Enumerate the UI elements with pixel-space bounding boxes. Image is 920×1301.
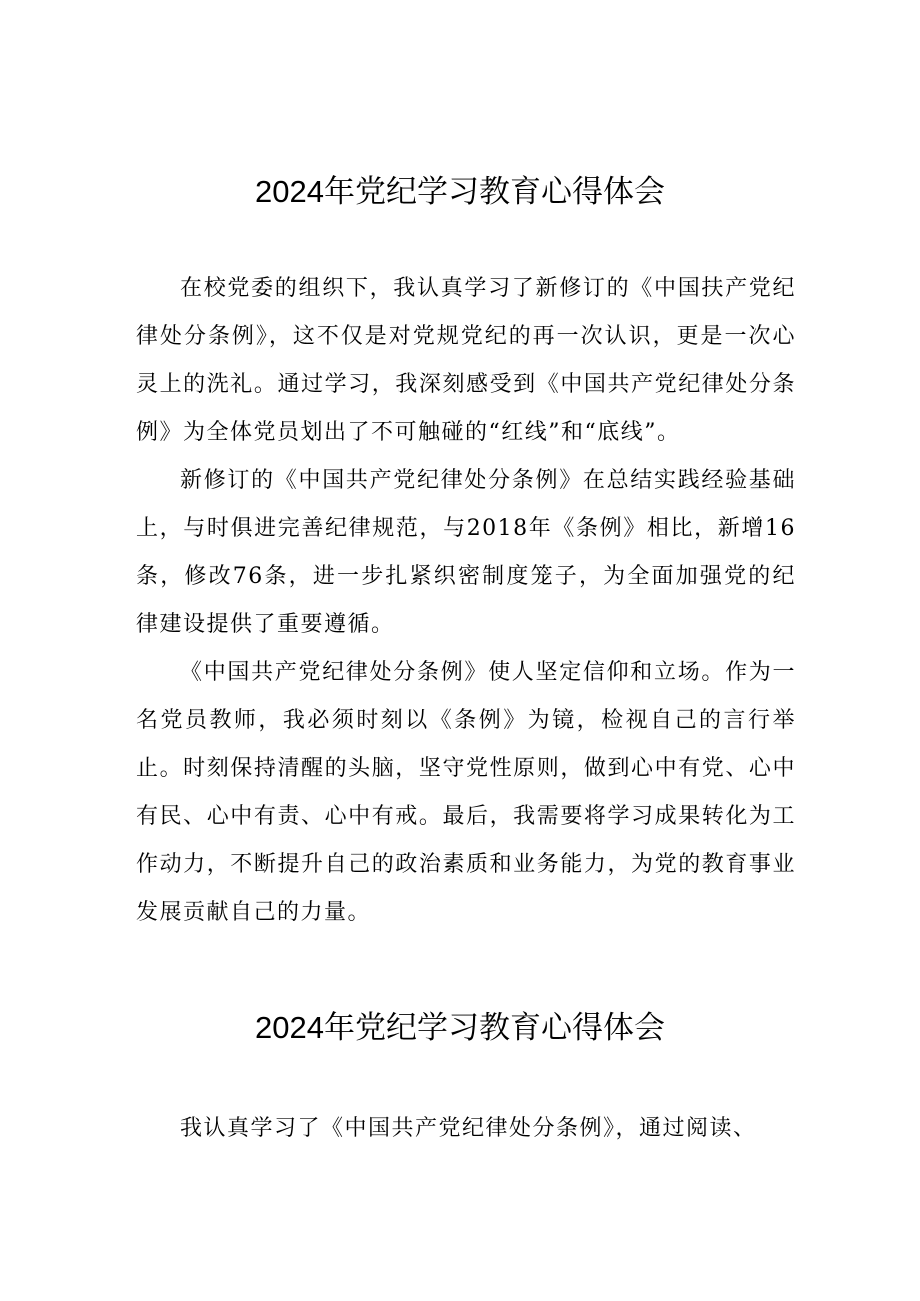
- article-2-paragraph: 我认真学习了《中国共产党纪律处分条例》，通过阅读、: [180, 1116, 757, 1141]
- article-2-body: [136, 1105, 796, 1153]
- article-1-paragraph: 在校党委的组织下，我认真学习了新修订的《中国扶产党纪律处分条例》，这不仅是对党规党纪的再一次认识，更是一次心灵上的洗礼。通过学习，我深刻感受到《中国共产党纪律处分条例》为全体党员划出了不可触碰的“红线”和“底线”。: [136, 276, 796, 445]
- article-1-paragraph: 《中国共产党纪律处分条例》使人坚定信仰和立场。作为一名党员教师，我必须时刻以《条例》为镜，检视自己的言行举止。时刻保持清醒的头脑，坚守党性原则，做到心中有党、心中有民、心中有责、心中有戒。最后，我需要将学习成果转化为工作动力，不断提升自己的政治素质和业务能力，为党的教育事业发展贡献自己的力量。: [136, 660, 796, 925]
- article-1-paragraph: 新修订的《中国共产党纪律处分条例》在总结实践经验基础上，与时俱进完善纪律规范，与2018年《条例》相比，新增16条，修改76条，进一步扎紧织密制度笼子，为全面加强党的纪律建设提供了重要遵循。: [136, 468, 796, 637]
- article-2-title: 2024年党纪学习教育心得体会: [255, 1010, 665, 1045]
- article-1-body: [136, 265, 796, 937]
- article-1-title: 2024年党纪学习教育心得体会: [255, 174, 665, 209]
